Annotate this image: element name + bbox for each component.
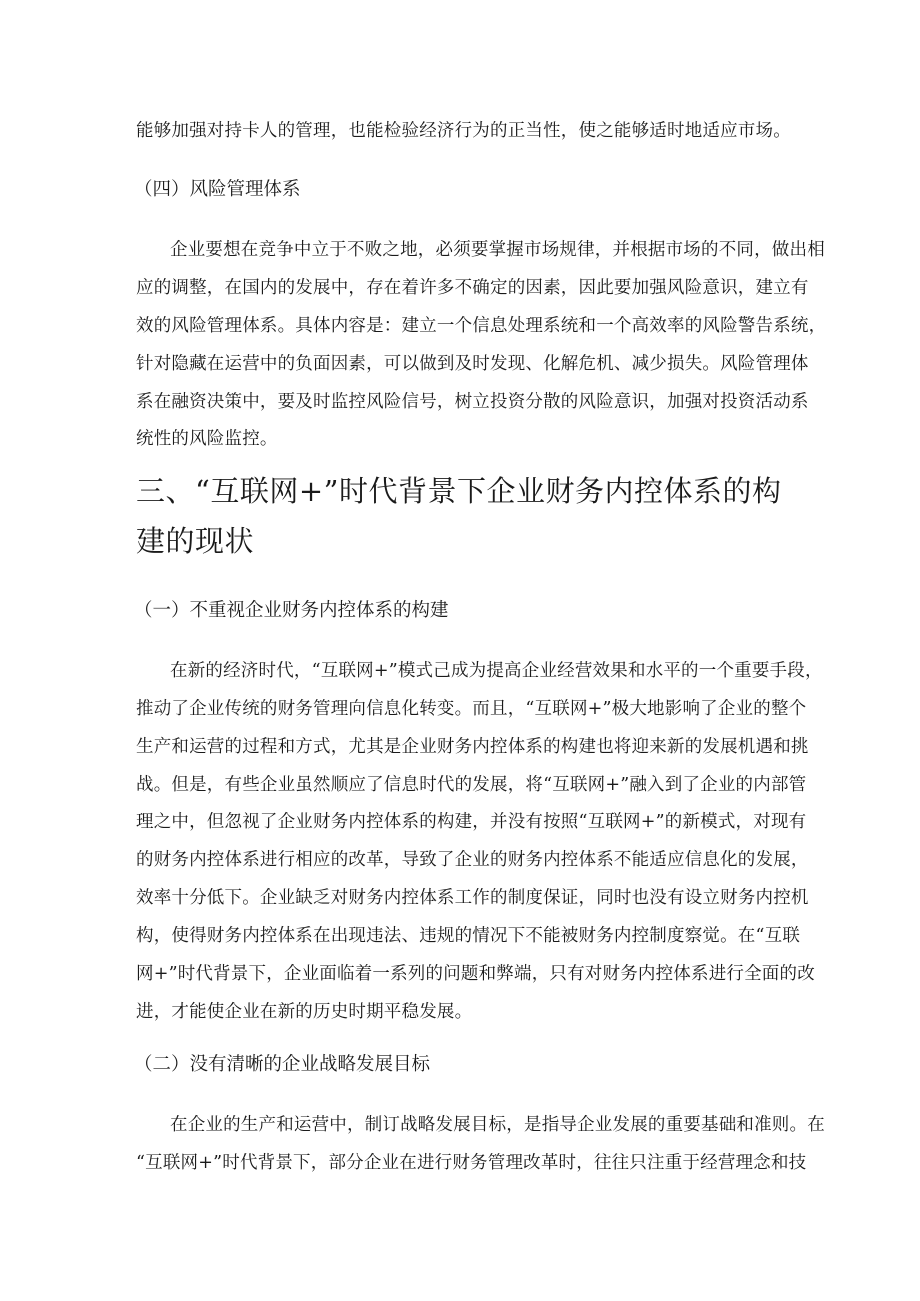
paragraph-line: 进，才能使企业在新的历史时期平稳发展。	[136, 1002, 473, 1022]
paragraph-line: 企业要想在竞争中立于不败之地，必须要掌握市场规律，并根据市场的不同，做出相	[170, 240, 825, 260]
paragraph-line: 战。但是，有些企业虽然顺应了信息时代的发展，将“互联网+”融入到了企业的内部管	[136, 775, 807, 795]
paragraph-line: 推动了企业传统的财务管理向信息化转变。而且，“互联网+”极大地影响了企业的整个	[136, 699, 807, 719]
heading-risk-management: （四）风险管理体系	[134, 179, 301, 200]
paragraph-line: 在企业的生产和运营中，制订战略发展目标，是指导企业发展的重要基础和准则。在	[170, 1115, 825, 1135]
section-title-line-2: 建的现状	[136, 524, 255, 558]
heading-internal-control: （一）不重视企业财务内控体系的构建	[134, 600, 449, 621]
intro-line-1: 能够加强对持卡人的管理，也能检验经济行为的正当性，使之能够适时地适应市场。	[136, 121, 791, 141]
paragraph-line: 构，使得财务内控体系在出现违法、违规的情况下不能被财务内控制度察觉。在“互联	[136, 926, 801, 946]
paragraph-line: 生产和运营的过程和方式，尤其是企业财务内控体系的构建也将迎来新的发展机遇和挑	[136, 737, 809, 757]
paragraph-line: 理之中，但忽视了企业财务内控体系的构建，并没有按照“互联网+”的新模式，对现有	[136, 812, 807, 832]
paragraph-line: 效率十分低下。企业缺乏对财务内控体系工作的制度保证，同时也没有设立财务内控机	[136, 888, 809, 908]
heading-strategy-goal: （二）没有清晰的企业战略发展目标	[134, 1054, 431, 1075]
paragraph-line: 系在融资决策中，要及时监控风险信号，树立投资分散的风险意识，加强对投资活动系	[136, 392, 809, 412]
paragraph-line: 的财务内控体系进行相应的改革，导致了企业的财务内控体系不能适应信息化的发展，	[136, 850, 809, 870]
paragraph-line: 效的风险管理体系。具体内容是：建立一个信息处理系统和一个高效率的风险警告系统，	[136, 316, 827, 336]
paragraph-line: 在新的经济时代，“互联网+”模式己成为提高企业经营效果和水平的一个重要手段，	[170, 661, 823, 681]
paragraph-line: “互联网+”时代背景下，部分企业在进行财务管理改革时，往往只注重于经营理念和技	[136, 1153, 807, 1173]
section-title-line-1: 三、“互联网+”时代背景下企业财务内控体系的构	[136, 474, 782, 508]
paragraph-line: 针对隐藏在运营中的负面因素，可以做到及时发现、化解危机、减少损失。风险管理体	[136, 354, 809, 374]
paragraph-line: 统性的风险监控。	[136, 429, 278, 449]
paragraph-line: 应的调整，在国内的发展中，存在着许多不确定的因素，因此要加强风险意识，建立有	[136, 278, 809, 298]
paragraph-line: 网+”时代背景下，企业面临着一系列的问题和弊端，只有对财务内控体系进行全面的改	[136, 964, 815, 984]
